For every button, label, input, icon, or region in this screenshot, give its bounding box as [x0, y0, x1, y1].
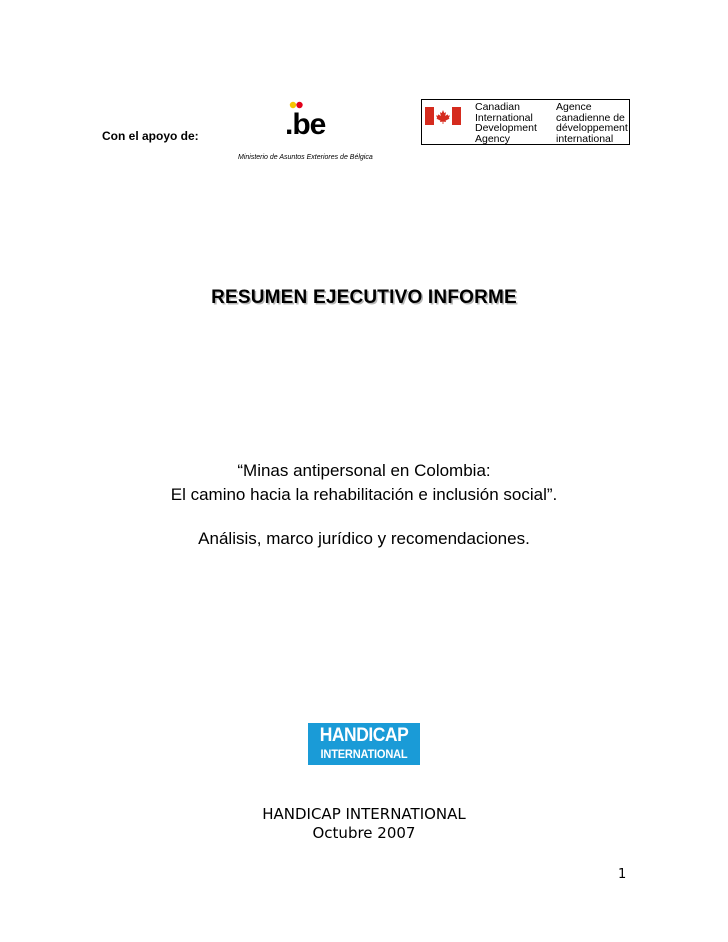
publication-date: Octubre 2007	[312, 824, 416, 842]
cida-fr-line: international	[556, 132, 614, 145]
cida-en-line: Canadian	[475, 101, 520, 113]
subtitle-line-2: El camino hacia la rehabilitación e inclusión social”.	[170, 485, 558, 504]
cida-fr-line: canadienne de	[556, 111, 625, 124]
canada-flag-icon	[425, 107, 461, 125]
page-number: 1	[618, 867, 627, 882]
cida-en-line: Agency	[475, 132, 511, 145]
cida-en-line: Development	[475, 122, 537, 134]
cida-fr-line: développement	[556, 122, 628, 134]
belgium-logo-text: .be	[285, 108, 326, 140]
cida-french-text	[556, 102, 628, 144]
subtitle-line-1: “Minas antipersonal en Colombia:	[237, 461, 491, 480]
support-label: Con el apoyo de:	[102, 129, 199, 143]
handicap-logo-line-1: HANDICAP	[319, 725, 409, 746]
handicap-logo-line-2: INTERNATIONAL	[320, 747, 408, 761]
document-title: RESUMEN EJECUTIVO INFORME	[211, 287, 517, 308]
belgium-be-logo	[285, 100, 335, 140]
cida-logo	[421, 99, 630, 145]
ministry-caption: Ministerio de Asuntos Exteriores de Bélgica	[238, 154, 373, 161]
subtitle-line-3: Análisis, marco jurídico y recomendaciones.	[198, 529, 530, 548]
handicap-international-logo	[308, 723, 420, 765]
cida-english-text	[475, 102, 537, 144]
cida-fr-line: Agence	[556, 101, 592, 113]
organization-name: HANDICAP INTERNATIONAL	[262, 805, 466, 823]
cida-en-line: International	[475, 111, 533, 124]
